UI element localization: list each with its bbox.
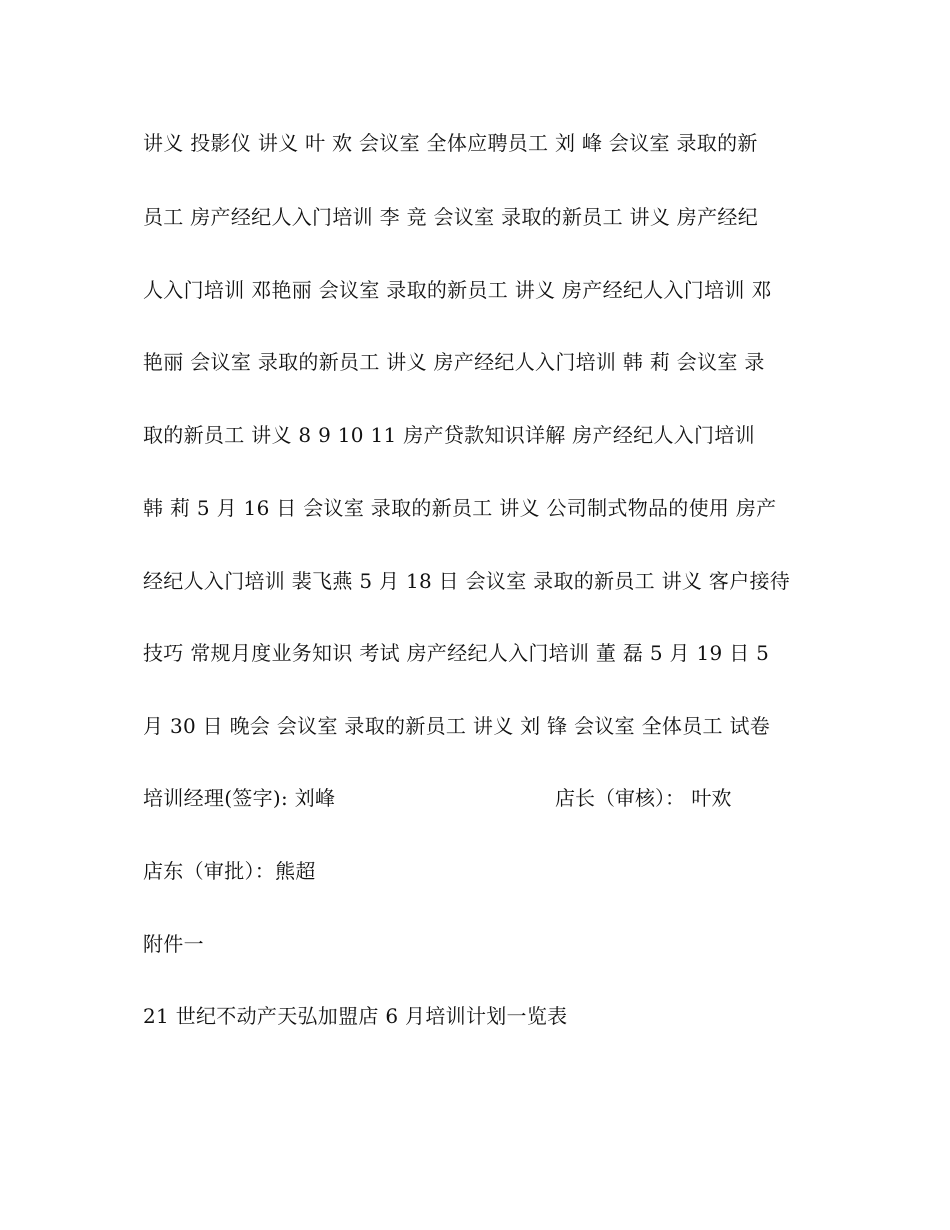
attachment-title: 21 世纪不动产天弘加盟店 6 月培训计划一览表 [143, 1004, 568, 1028]
body-line-6: 韩 莉 5 月 16 日 会议室 录取的新员工 讲义 公司制式物品的使用 房产 [143, 496, 777, 520]
body-line-1: 讲义 投影仪 讲义 叶 欢 会议室 全体应聘员工 刘 峰 会议室 录取的新 [143, 131, 758, 155]
store-manager-signature: 店长（审核）： 叶欢 [555, 786, 732, 810]
body-line-8: 技巧 常规月度业务知识 考试 房产经纪人入门培训 董 磊 5 月 19 日 5 [143, 641, 770, 665]
body-line-7: 经纪人入门培训 裴飞燕 5 月 18 日 会议室 录取的新员工 讲义 客户接待 [143, 569, 791, 593]
attachment-label: 附件一 [143, 932, 204, 956]
training-manager-signature: 培训经理(签字): 刘峰 [143, 786, 336, 810]
body-line-2: 员工 房产经纪人入门培训 李 竞 会议室 录取的新员工 讲义 房产经纪 [143, 205, 759, 229]
body-line-4: 艳丽 会议室 录取的新员工 讲义 房产经纪人入门培训 韩 莉 会议室 录 [143, 350, 765, 374]
store-owner-signature: 店东（审批）：熊超 [143, 859, 316, 883]
body-line-5: 取的新员工 讲义 8 9 10 11 房产贷款知识详解 房产经纪人入门培训 [143, 423, 755, 447]
body-line-9: 月 30 日 晚会 会议室 录取的新员工 讲义 刘 锋 会议室 全体员工 试卷 [143, 714, 771, 738]
body-line-3: 人入门培训 邓艳丽 会议室 录取的新员工 讲义 房产经纪人入门培训 邓 [143, 278, 772, 302]
